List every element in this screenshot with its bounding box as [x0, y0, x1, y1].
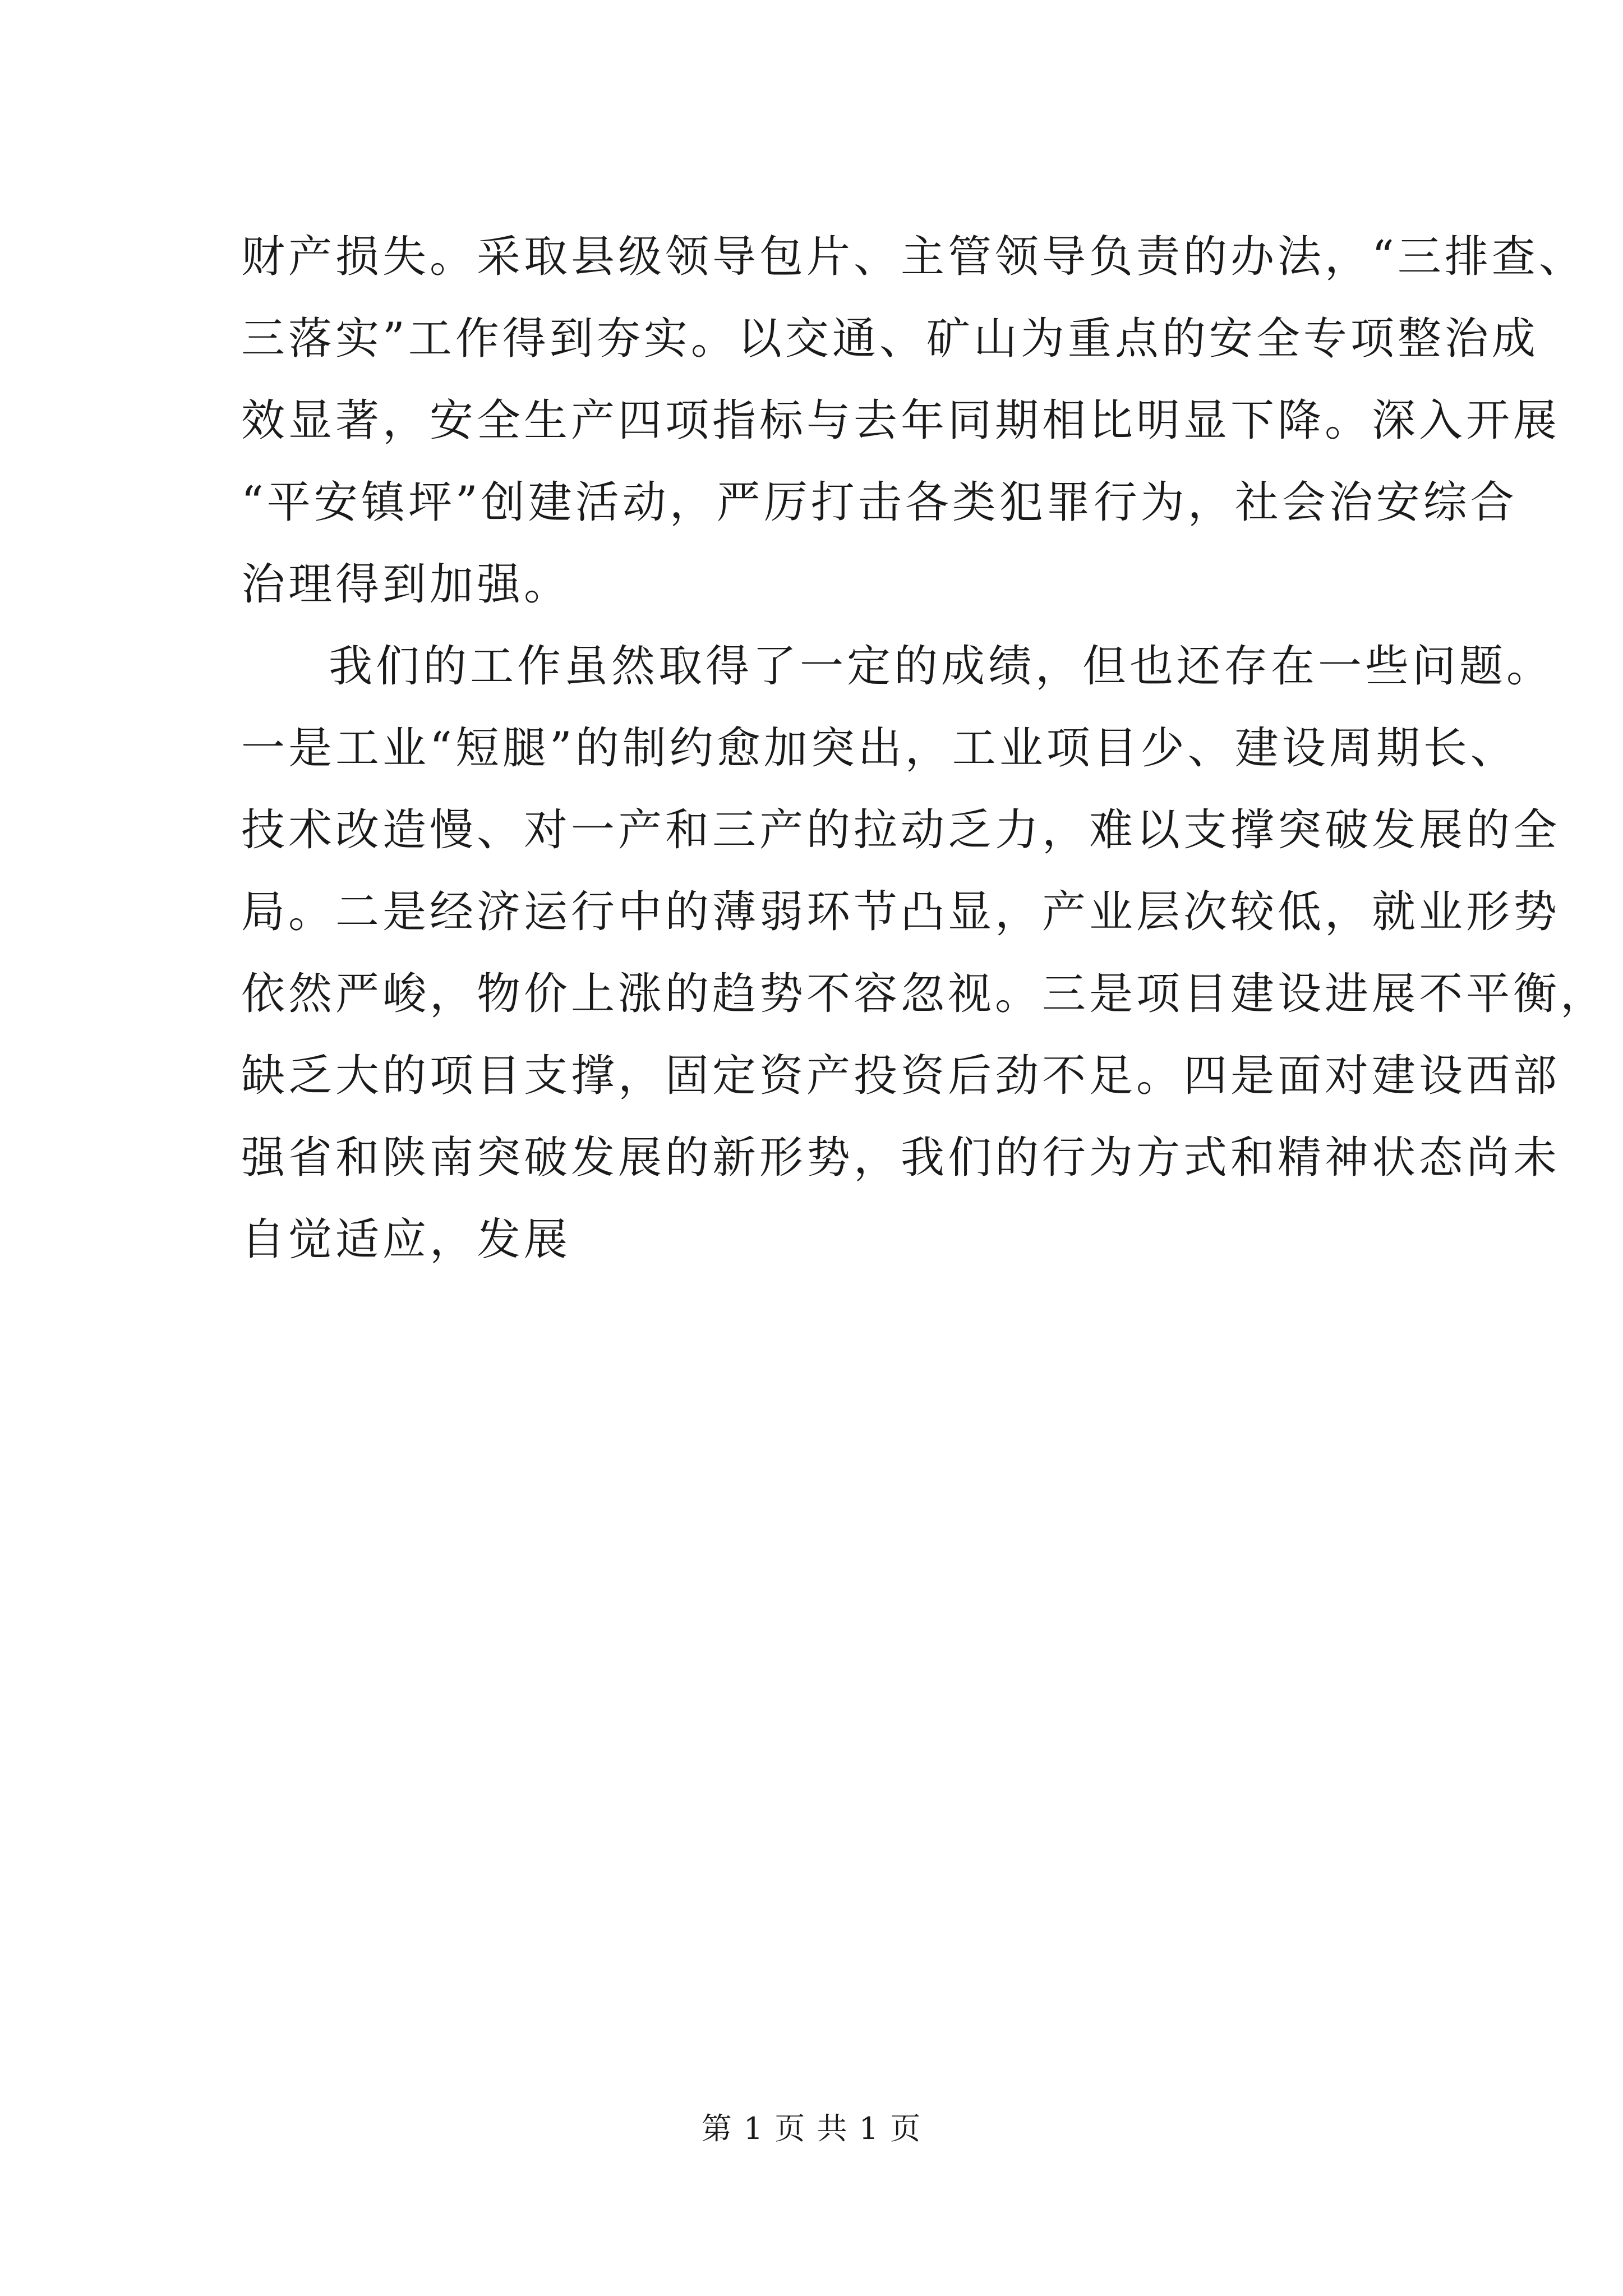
text-line: 财产损失。采取县级领导包片、主管领导负责的办法，“三排查、	[241, 232, 1586, 282]
text-line: 强省和陕南突破发展的新形势，我们的行为方式和精神状态尚未	[241, 1133, 1561, 1183]
text-line: 自觉适应，发展	[241, 1214, 571, 1265]
text-line: 依然严峻，物价上涨的趋势不容忽视。三是项目建设进展不平衡，	[241, 969, 1608, 1019]
text-line: 三落实”工作得到夯实。以交通、矿山为重点的安全专项整治成	[241, 314, 1539, 364]
text-line: 局。二是经济运行中的薄弱环节凸显，产业层次较低，就业形势	[241, 887, 1561, 937]
text-line: “平安镇坪”创建活动，严厉打击各类犯罪行为，社会治安综合	[241, 477, 1518, 528]
text-line: 技术改造慢、对一产和三产的拉动乏力，难以支撑突破发展的全	[241, 805, 1561, 855]
text-line: 一是工业“短腿”的制约愈加突出，工业项目少、建设周期长、	[241, 723, 1518, 774]
paragraph-start-line: 我们的工作虽然取得了一定的成绩，但也还存在一些问题。	[329, 641, 1554, 692]
text-line: 治理得到加强。	[241, 559, 571, 610]
text-line: 效显著，安全生产四项指标与去年同期相比明显下降。深入开展	[241, 395, 1561, 446]
document-body	[241, 216, 1608, 1281]
page-number-footer: 第 1 页 共 1 页	[701, 2111, 922, 2146]
text-line: 缺乏大的项目支撑，固定资产投资后劲不足。四是面对建设西部	[241, 1051, 1561, 1101]
